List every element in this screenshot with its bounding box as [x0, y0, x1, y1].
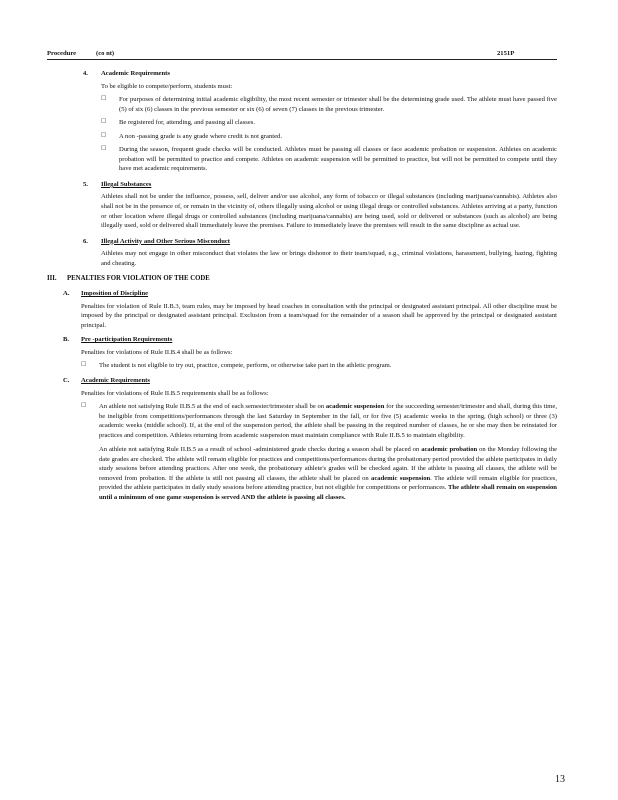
subsection-letter: A.: [63, 290, 70, 298]
subsection-imposition-of-discipline: [63, 289, 557, 299]
bullet-item: [101, 132, 557, 142]
bullet-text: During the season, frequent grade checks will be conducted. Athletes must be passing all classes or face academic probation or suspension. Athletes on academic probation will be permitted to practice and compete. Athletes on academic suspension will be permitted to practice, but will not be permitted to compete until they have met academic requirements.: [119, 146, 557, 173]
subsection-intro: Penalties for violations of Rule II.B.5 requirements shall be as follows:: [81, 389, 269, 397]
page-number: 13: [555, 774, 565, 785]
bold-term: academic suspension: [371, 474, 431, 482]
bullet-item: [81, 361, 557, 371]
probation-paragraph: [99, 445, 557, 502]
section-number: 4.: [83, 70, 88, 77]
subsection-letter: B.: [63, 336, 70, 344]
subsection-letter: C.: [63, 376, 70, 384]
section-title: Illegal Substances: [101, 180, 152, 188]
section-intro: To be eligible to compete/perform, students must:: [101, 82, 233, 90]
text-run: . The athlete will remain eligible for practices, provided the athlete participates in daily study sessions before attending practice, but not eligible for competitions or performances.: [99, 474, 557, 492]
text-run: on the Monday following the date grades are checked. The athlete will remain eligible for practices and competitions/performances during the probationary period provided the athlete participates in daily study sessions before attending practices. After one week, the probationary athlete's grades will be checked again. If the athlete is passing all classes, the athlete will be removed from probation. If the athlete is still not passing all classes, the athlete shall be placed on: [99, 446, 557, 482]
bullet-item: [101, 145, 557, 174]
section-academic-requirements: [83, 69, 557, 174]
document-body: [47, 65, 557, 503]
subsection-title: Pre -participation Requirements: [81, 336, 173, 344]
header-procedure: Procedure: [47, 50, 77, 57]
bullet-text: For purposes of determining initial academic eligibility, the most recent semester or trimester shall be the determining grade used. The athlete must have passed five (5) of six (6) classes in the previous semester or six (6) of seven (7) classes in the previous trimester.: [119, 96, 557, 113]
text-run: An athlete not satisfying Rule II.B.5 as a result of school -administered grade checks during a season shall be placed on: [99, 446, 422, 454]
section-title: Illegal Activity and Other Serious Misconduct: [101, 237, 231, 245]
bold-statement: The athlete shall remain on suspension until a minimum of one game suspension is served AND the athlete is passing all classes.: [99, 484, 557, 501]
bullet-text: Be registered for, attending, and passing all classes.: [119, 119, 255, 127]
section-body: Athletes shall not be under the influence, possess, sell, deliver and/or use alcohol, any form of tobacco or illegal substances (including marijuana/cannabis). Athletes also shall not be in the presence of, or remain in the vicinity of, others illegally using alcohol or using illegal drugs or controlled substances. Athletes arriving at a party, function or other location where illegal drugs or controlled substances (including marijuana/cannabis) are being used, sold or delivered or substances (such as alcohol) are being illegally used, sold or delivered shall immediately leave the premises. Failure to immediately leave the premises will result in the same discipline as actual use.: [101, 193, 557, 230]
header-continued: (co nt): [96, 50, 115, 57]
section-penalties-heading: [47, 274, 557, 284]
section-illegal-activity: [83, 237, 557, 269]
bullet-item: [101, 95, 557, 114]
bullet-icon: □: [81, 402, 87, 409]
subsection-title: Imposition of Discipline: [81, 290, 149, 298]
section-title: Academic Requirements: [101, 70, 170, 77]
bold-term: academic probation: [421, 446, 478, 454]
text-run: for the succeeding semester/trimester and shall, during this time, be ineligible from competitions/performances through the last Saturday in September in the fall, or for five (5) academic weeks in the spring, (high school) or three (3) academic weeks (middle school). If, at the end of the suspension period, the athlete shall be passing in the required number of classes, he or she may then be reinstated for practices and competition. Athletes returning from academic suspension must maintain compliance with Rule II.B.5 to maintain eligibility.: [99, 403, 557, 439]
section-number: 6.: [83, 237, 88, 245]
subsection-pre-participation: [63, 335, 557, 345]
subsection-body: Penalties for violation of Rule II.B.3, team rules, may be imposed by head coaches in consultation with the principal or designated assistant principal. All other discipline must be imposed by the principal or designated assistant principal. Exclusion from a team/squad for the remainder of a season shall be approved by the principal or designated assistant principal.: [81, 302, 557, 329]
bullet-icon: □: [101, 131, 107, 138]
section-number: III.: [47, 275, 57, 283]
bullet-icon: □: [101, 145, 107, 152]
bullet-icon: □: [101, 95, 107, 102]
text-run: An athlete not satisfying Rule II.B.5 at the end of each semester/trimester shall be on: [99, 403, 326, 411]
bullet-text: [99, 403, 557, 439]
section-number: 5.: [83, 180, 88, 188]
bold-term: academic suspension: [325, 403, 385, 411]
bullet-icon: □: [101, 118, 107, 125]
section-body: Athletes may not engage in other misconduct that violates the law or brings dishonor to their team/squad, e.g., criminal violations, harassment, bullying, hazing, fighting and cheating.: [101, 250, 557, 267]
bullet-text: A non -passing grade is any grade where credit is not granted.: [119, 132, 282, 140]
bullet-item: [101, 118, 557, 128]
section-illegal-substances: [83, 180, 557, 231]
subsection-title: Academic Requirements: [81, 376, 150, 384]
header-rule: [47, 59, 557, 60]
subsection-intro: Penalties for violations of Rule II.B.4 shall be as follows:: [81, 348, 233, 356]
bullet-icon: □: [81, 361, 87, 368]
section-title: PENALTIES FOR VIOLATION OF THE CODE: [67, 275, 210, 283]
subsection-academic-requirements: [63, 376, 557, 386]
header-policy-number: 2151P: [497, 50, 515, 57]
bullet-item: [81, 402, 557, 440]
bullet-text: The student is not eligible to try out, practice, compete, perform, or otherwise take part in the athletic program.: [99, 362, 392, 370]
